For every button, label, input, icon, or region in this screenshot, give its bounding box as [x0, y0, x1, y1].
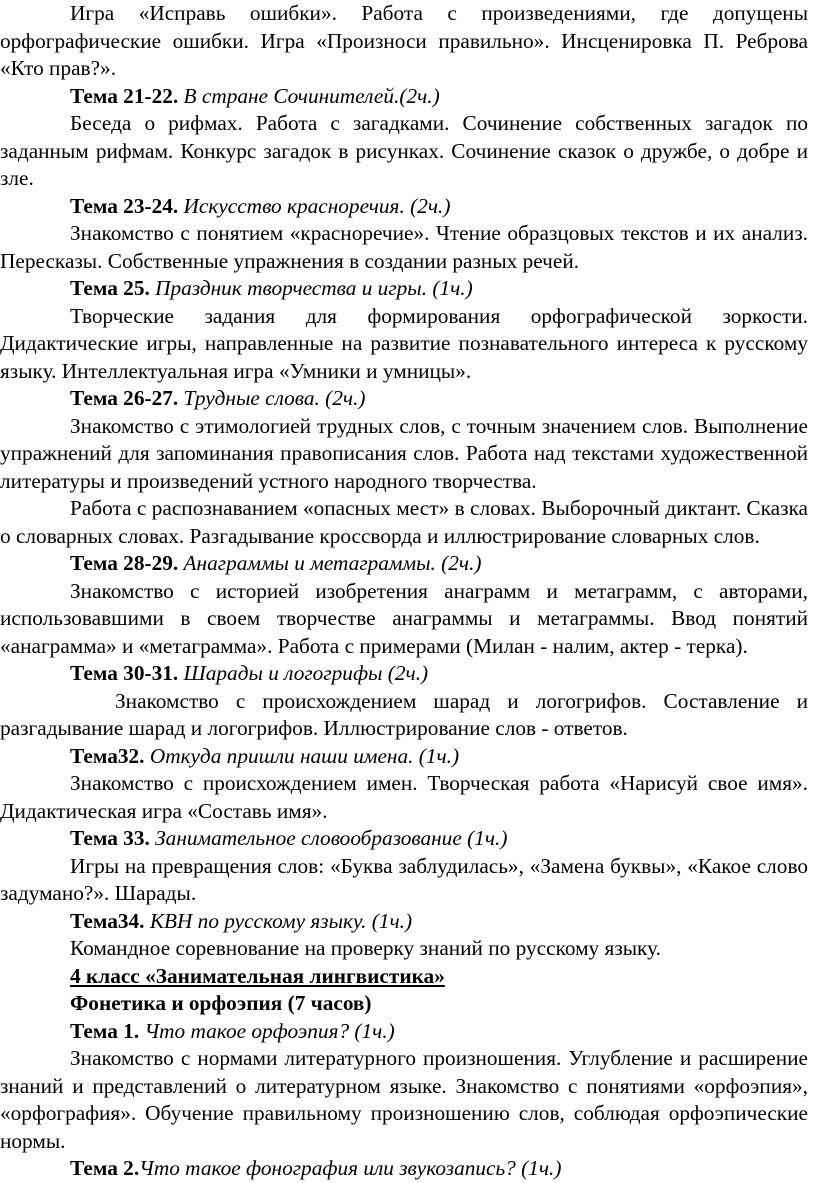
topic-title: Праздник творчества и игры. (1ч.)	[155, 276, 473, 300]
paragraph: Знакомство с происхождением шарад и логогрифов. Составление и разгадывание шарад и логогрифов. Иллюстрирование слов - ответов.	[0, 688, 808, 740]
topic-number: Тема 23-24.	[70, 193, 179, 218]
topic-heading	[0, 743, 808, 771]
topic-title: Искусство красноречия. (2ч.)	[183, 193, 451, 218]
topic-number: Тема 30-31.	[70, 661, 179, 685]
topic-title: Что такое фонография или звукозапись? (1ч.)	[139, 1156, 562, 1180]
topic-number: Тема 28-29.	[70, 551, 179, 575]
topic-heading	[0, 1155, 808, 1183]
topic-title: Трудные слова. (2ч.)	[183, 386, 366, 410]
topic-heading	[0, 1018, 808, 1046]
topic-title: Что такое орфоэпия? (1ч.)	[144, 1018, 395, 1043]
topic-number: Тема 1.	[70, 1018, 140, 1043]
topic-number: Тема 33.	[70, 826, 150, 850]
paragraph: Знакомство с происхождением имен. Творческая работа «Нарисуй свое имя». Дидактическая игра «Составь имя».	[0, 771, 808, 823]
topic-title: КВН по русскому языку. (1ч.)	[149, 908, 413, 933]
topic-heading	[0, 908, 808, 936]
topic-title: Занимательное словообразование (1ч.)	[155, 826, 508, 850]
paragraph: Командное соревнование на проверку знаний по русскому языку.	[70, 936, 661, 960]
topic-number: Тема32.	[70, 743, 145, 768]
topic-number: Тема 2.	[70, 1156, 140, 1180]
topic-number: Тема 26-27.	[70, 386, 179, 410]
topic-title: В стране Сочинителей.(2ч.)	[183, 83, 440, 108]
paragraph: Знакомство с этимологией трудных слов, с точным значением слов. Выполнение упражнений для запоминания правописания слов. Работа над текстами художественной литературы и произведений устного народного творчества.	[0, 413, 808, 493]
paragraph: Знакомство с историей изобретения анаграмм и метаграмм, с авторами, использовавшими в своем творчестве анаграммы и метаграммы. Ввод понятий «анаграмма» и «метаграмма». Работа с примерами (Милан - налим, актер - терка).	[0, 578, 808, 658]
topic-title: Шарады и логогрифы (2ч.)	[183, 661, 429, 685]
topic-title: Откуда пришли наши имена. (1ч.)	[149, 743, 460, 768]
paragraph: Знакомство с понятием «красноречие». Чтение образцовых текстов и их анализ. Пересказы. Собственные упражнения в создании разных речей.	[0, 221, 808, 273]
paragraph: Игры на превращения слов: «Буква заблудилась», «Замена буквы», «Какое слово задумано?». Шарады.	[0, 853, 808, 905]
topic-heading	[0, 660, 808, 688]
paragraph: Работа с распознаванием «опасных мест» в словах. Выборочный диктант. Сказка о словарных словах. Разгадывание кроссворда и иллюстрирование словарных слов.	[0, 496, 808, 548]
section-heading: 4 класс «Занимательная лингвистика»	[70, 963, 445, 988]
topic-title: Анаграммы и метаграммы. (2ч.)	[183, 551, 482, 575]
topic-heading	[0, 550, 808, 578]
subsection-heading: Фонетика и орфоэпия (7 часов)	[70, 991, 372, 1015]
topic-number: Тема 25.	[70, 276, 150, 300]
topic-heading	[0, 275, 808, 303]
topic-heading	[0, 83, 808, 111]
paragraph: Творческие задания для формирования орфографической зоркости. Дидактические игры, направленные на развитие познавательного интереса к русскому языку. Интеллектуальная игра «Умники и умницы».	[0, 303, 808, 383]
topic-heading	[0, 193, 808, 221]
paragraph: Беседа о рифмах. Работа с загадками. Сочинение собственных загадок по заданным рифмам. Конкурс загадок в рисунках. Сочинение сказок о дружбе, о добре и зле.	[0, 111, 808, 190]
paragraph: Знакомство с нормами литературного произношения. Углубление и расширение знаний и представлений о литературном языке. Знакомство с понятиями «орфоэпия», «орфография». Обучение правильному произношению слов, соблюдая орфоэпические нормы.	[0, 1046, 808, 1153]
topic-number: Тема 21-22.	[70, 83, 179, 108]
topic-number: Тема34.	[70, 908, 145, 933]
topic-heading	[0, 825, 808, 853]
paragraph: Игра «Исправь ошибки». Работа с произведениями, где допущены орфографические ошибки. Игра «Произноси правильно». Инсценировка П. Реброва «Кто прав?».	[0, 1, 808, 80]
topic-heading	[0, 385, 808, 413]
